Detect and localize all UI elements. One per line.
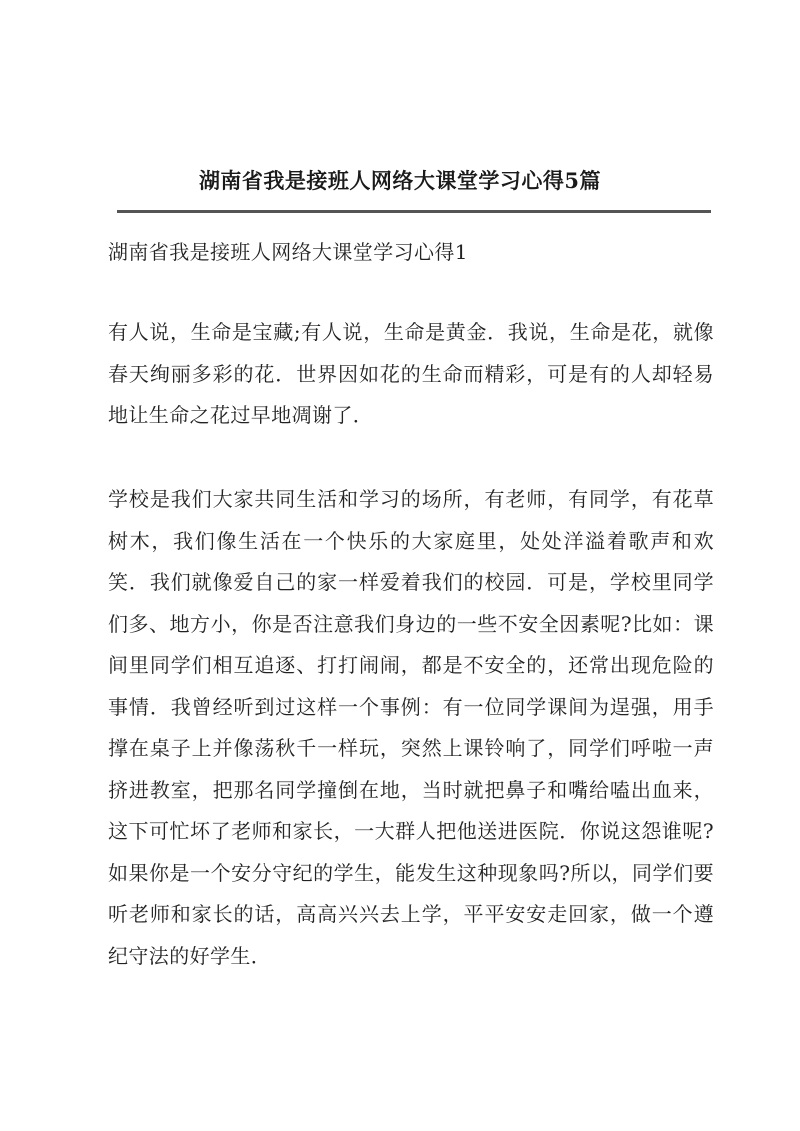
section-heading: 湖南省我是接班人网络大课堂学习心得1 [108,240,468,264]
paragraph-1: 有人说，生命是宝藏;有人说，生命是黄金．我说，生命是花，就像春天绚丽多彩的花．世界因如花的生命而精彩，可是有的人却轻易地让生命之花过早地凋谢了． [108,320,714,427]
paragraph-2: 学校是我们大家共同生活和学习的场所，有老师，有同学，有花草树木，我们像生活在一个快乐的大家庭里，处处洋溢着歌声和欢笑．我们就像爱自己的家一样爱着我们的校园．可是，学校里同学们多、地方小，你是否注意我们身边的一些不安全因素呢?比如：课间里同学们相互追逐、打打闹闹，都是不安全的，还常出现危险的事情．我曾经听到过这样一个事例：有一位同学课间为逞强，用手撑在桌子上并像荡秋千一样玩，突然上课铃响了，同学们呼啦一声挤进教室，把那名同学撞倒在地，当时就把鼻子和嘴给嗑出血来，这下可忙坏了老师和家长，一大群人把他送进医院．你说这怨谁呢?如果你是一个安分守纪的学生，能发生这种现象吗?所以，同学们要听老师和家长的话，高高兴兴去上学，平平安安走回家，做一个遵纪守法的好学生． [108,487,714,968]
title-divider [117,210,711,213]
document-title: 湖南省我是接班人网络大课堂学习心得5篇 [198,168,602,193]
